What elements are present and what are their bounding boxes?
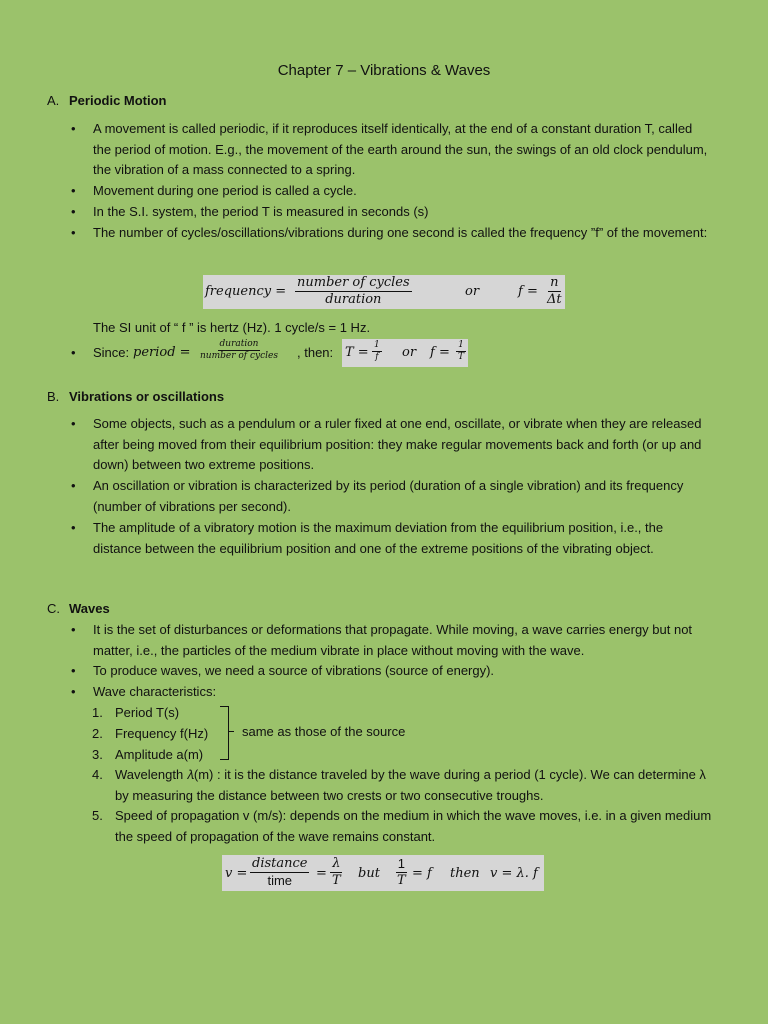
bullet-b2: • An oscillation or vibration is characterized by its period (duration of a single vibration) and its frequency (number of vibrations per second). [71, 478, 684, 514]
then-label: , then: [297, 345, 334, 360]
fraction-n-dt: $\frac{n}{\Delta t}$ [547, 275, 562, 307]
section-a-heading: A. Periodic Motion [47, 93, 167, 108]
bullet-dot: • [71, 121, 76, 136]
list-item: 3. Amplitude a(m) [92, 747, 204, 762]
fraction-cycles-duration: number of cycles duration [297, 275, 410, 307]
list-item: 1. Period T(s) [92, 705, 180, 720]
grouping-brace [220, 706, 229, 760]
bullet-dot: • [71, 183, 76, 198]
section-b-heading: B. Vibrations or oscillations [47, 389, 225, 404]
list-item: 5. Speed of propagation v (m/s): depends on the medium in which the wave moves, i.e. in a given medium the speed of propagation of the wave remains constant. [92, 808, 712, 844]
bullet-dot: • [71, 204, 76, 219]
bullet-dot: • [71, 478, 76, 493]
bullet-dot: • [71, 345, 76, 360]
bullet-c1: • It is the set of disturbances or deformations that propagate. While moving, a wave carries energy but not matter, i.e., the particles of the medium vibrate in place without moving with the wave. [71, 622, 693, 658]
bullet-a4: • The number of cycles/oscillations/vibrations during one second is called the frequency ”f” of the movement: [71, 223, 711, 244]
bullet-dot: • [71, 416, 76, 431]
si-unit-text: The SI unit of “ f ” is hertz (Hz). 1 cycle/s = 1 Hz. [93, 320, 371, 335]
list-item: 4. Wavelength 𝜆(m) : it is the distance traveled by the wave during a period (1 cycle). We can determine λ by measuring the distance between two crests or two consecutive troughs. [92, 767, 706, 803]
bullet-dot: • [71, 684, 76, 699]
brace-note: same as those of the source [242, 724, 406, 739]
bullet-b1: • Some objects, such as a pendulum or a ruler fixed at one end, oscillate, or vibrate when they are released after being moved from their equilibrium position: they make regular movements back and forth (or up and down) between two extreme positions. [71, 416, 702, 473]
bullet-b3: • The amplitude of a vibratory motion is the maximum deviation from the equilibrium position, i.e., the distance between the equilibrium position and one of the extreme positions of the vibrating object. [71, 520, 664, 556]
bullet-a2: • Movement during one period is called a cycle. [71, 181, 711, 202]
list-item: 2. Frequency f(Hz) [92, 726, 209, 741]
fraction-lambda-T: $\frac{\lambda}{T}$ [332, 856, 341, 888]
fraction-distance-time: distance time [252, 856, 308, 888]
fraction-duration-cycles: duration number of cycles [200, 339, 278, 361]
frequency-equation: frequency = number of cycles duration or f = $\frac{n}{\Delta t}$ [203, 275, 565, 309]
period-label: period = [133, 345, 191, 360]
bullet-c2: • To produce waves, we need a source of vibrations (source of energy). [71, 661, 711, 682]
page-title: Chapter 7 – Vibrations & Waves [277, 62, 491, 79]
bullet-dot: • [71, 663, 76, 678]
bullet-dot: • [71, 225, 76, 240]
wave-speed-equation: v = distance time = $\frac{\lambda}{T}$ but $\frac{1}{T}$ = f then v = λ. f [222, 855, 544, 891]
brace-tick [228, 731, 234, 732]
bullet-a1: • A movement is called periodic, if it reproduces itself identically, at the end of a constant duration T, called the period of motion. E.g., the movement of the earth around the sun, the swings of an old clock pendulum, the vibration of a mass connected to a spring. [71, 121, 708, 178]
since-label: Since: [93, 345, 130, 360]
fraction-one-T: $\frac{1}{T}$ [397, 856, 406, 888]
bullet-c3: • Wave characteristics: [71, 682, 711, 703]
bullet-dot: • [71, 622, 76, 637]
period-frequency-relation: T = $\frac{1}{f}$ or f = $\frac{1}{T}$ [342, 339, 468, 367]
bullet-dot: • [71, 520, 76, 535]
section-c-heading: C. Waves [47, 601, 110, 616]
bullet-a3: • In the S.I. system, the period T is measured in seconds (s) [71, 202, 711, 223]
